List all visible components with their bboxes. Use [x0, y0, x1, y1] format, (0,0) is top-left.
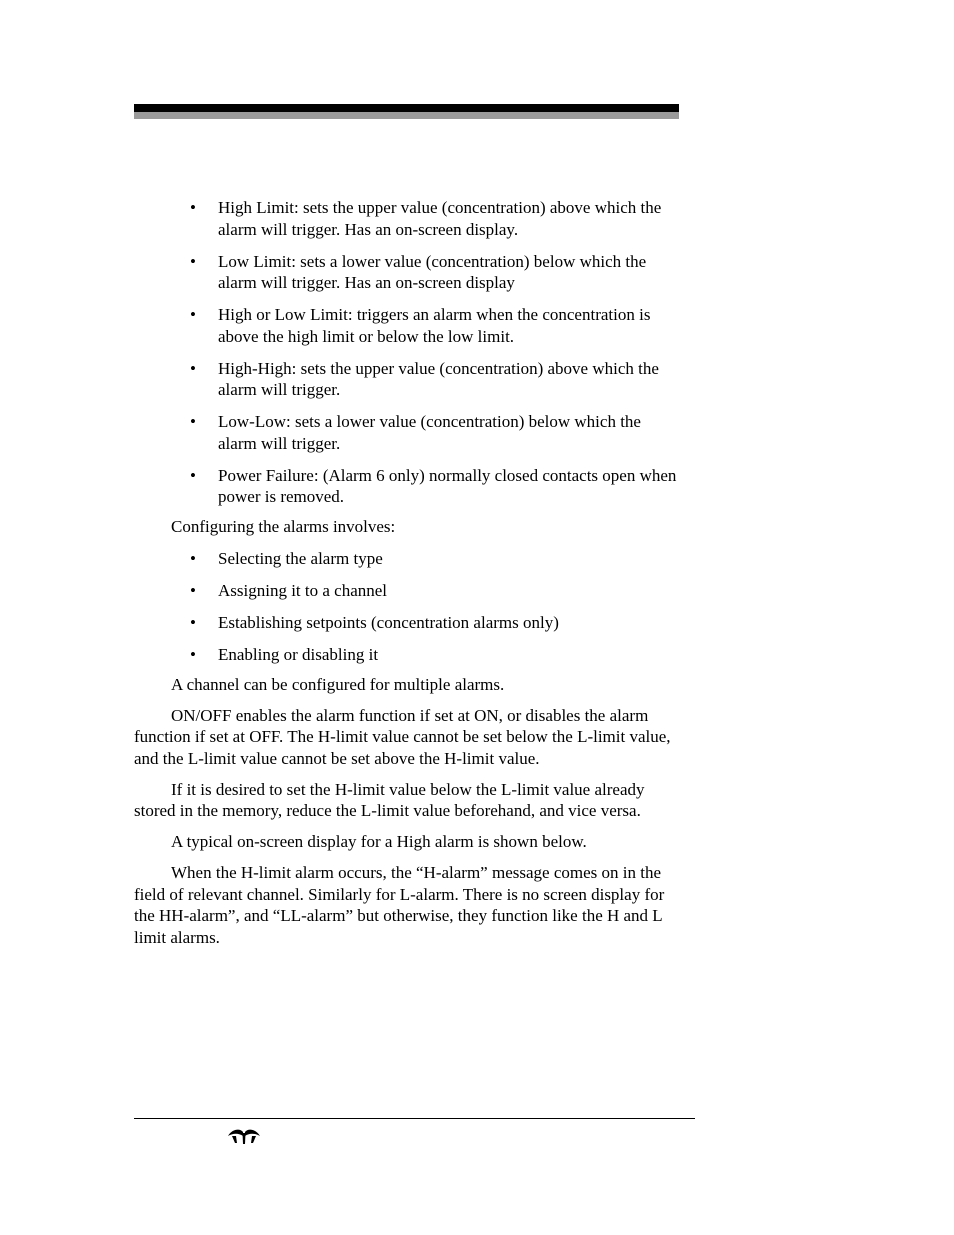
list-item: • High-High: sets the upper value (concentration) above which the alarm will trigger. — [190, 358, 659, 399]
config-intro: Configuring the alarms involves: — [171, 516, 396, 536]
bullet-icon: • — [190, 549, 196, 568]
paragraph-typical-display: A typical on-screen display for a High alarm is shown below. — [171, 832, 587, 851]
list-item: • Enabling or disabling it — [190, 645, 379, 664]
config-steps-list — [134, 548, 679, 666]
bullet-icon: • — [190, 198, 196, 217]
list-item: • Low Limit: sets a lower value (concentration) below which the alarm will trigger. Has an on-screen display — [190, 251, 647, 292]
bullet-icon: • — [190, 581, 196, 600]
paragraph-multiple-alarms: A channel can be configured for multiple alarms. — [171, 674, 505, 694]
list-item: • Selecting the alarm type — [190, 549, 383, 568]
bullet-icon: • — [190, 412, 196, 431]
header-rule-shadow — [134, 112, 679, 119]
alarm-types-list — [134, 197, 679, 508]
header-rule-thick — [134, 104, 679, 112]
bullet-icon: • — [190, 305, 196, 324]
page-body — [134, 197, 679, 958]
paragraph-reduce-limit: If it is desired to set the H-limit value below the L-limit value already stored in the memory, reduce the L-limit value beforehand, and vice versa. — [134, 779, 645, 820]
list-item: • Assigning it to a channel — [190, 581, 388, 600]
teledyne-logo-icon — [226, 1127, 262, 1145]
bullet-icon: • — [190, 358, 196, 378]
list-item: • Establishing setpoints (concentration alarms only) — [190, 613, 559, 632]
list-item: • Low-Low: sets a lower value (concentration) below which the alarm will trigger. — [190, 412, 641, 453]
bullet-icon: • — [190, 465, 196, 485]
paragraph-h-alarm: When the H-limit alarm occurs, the “H-alarm” message comes on in the field of relevant channel. Similarly for L-alarm. There is no screen display for the HH-alarm”, and “LL-alarm” but otherwise, they function like the H and L limit alarms. — [134, 863, 665, 947]
list-item: • Power Failure: (Alarm 6 only) normally closed contacts open when power is removed. — [190, 465, 677, 506]
bullet-icon: • — [190, 251, 196, 271]
list-item: • High Limit: sets the upper value (concentration) above which the alarm will trigger. Has an on-screen display. — [190, 198, 662, 239]
paragraph-on-off: ON/OFF enables the alarm function if set at ON, or disables the alarm function if set at OFF. The H-limit value cannot be set below the L-limit value, and the L-limit value cannot be set above the H-limit value. — [134, 705, 671, 768]
list-item: • High or Low Limit: triggers an alarm when the concentration is above the high limit or below the low limit. — [190, 305, 651, 346]
bullet-icon: • — [190, 645, 196, 664]
footer-rule — [134, 1118, 695, 1119]
bullet-icon: • — [190, 613, 196, 632]
